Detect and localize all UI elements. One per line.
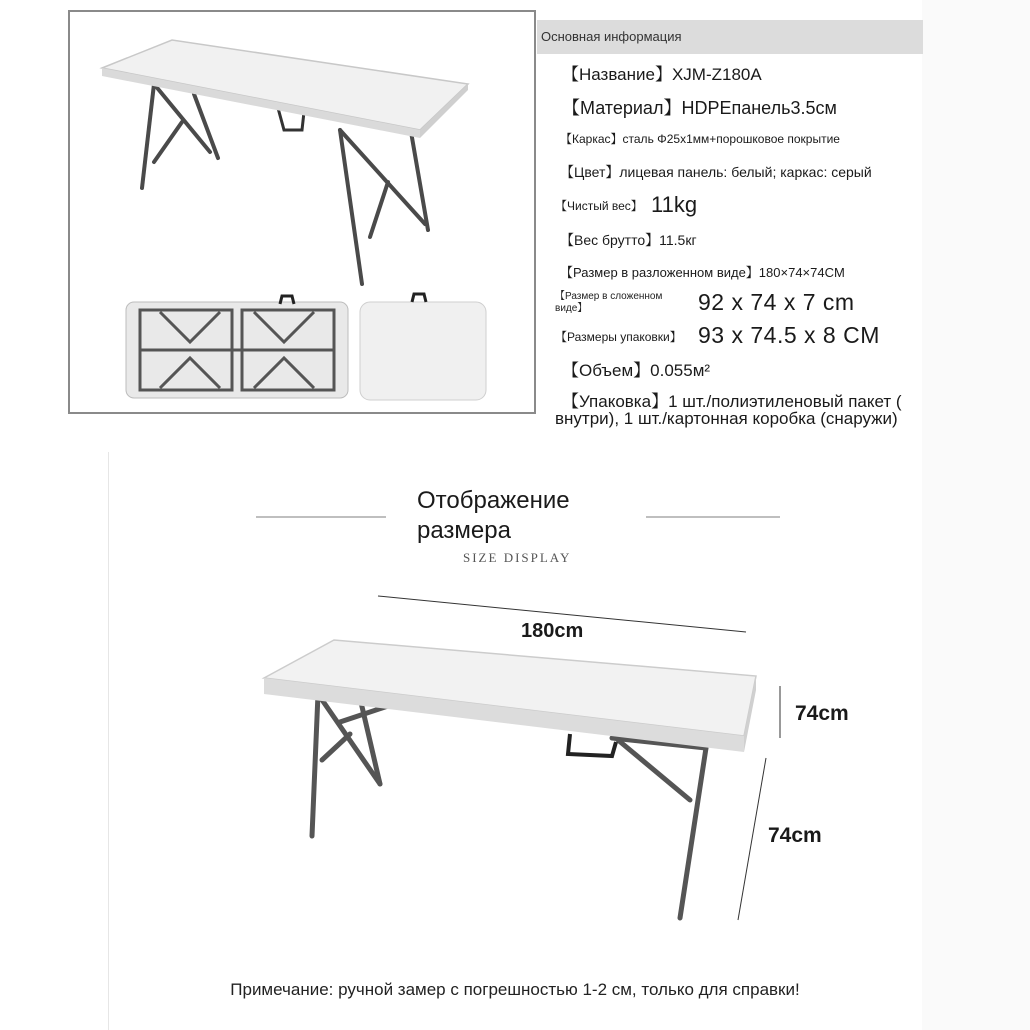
size-display-title-line-2: размера [417,517,511,544]
width-label: 74cm [768,824,822,847]
spec-package-value: 93 x 74.5 x 8 CM [698,322,880,348]
spec-color: 【Цвет】лицевая панель: белый; каркас: серый [560,164,872,180]
carry-handle [568,734,616,756]
spec-net-weight-value: 11kg [651,192,698,217]
height-label: 74cm [795,702,849,725]
spec-frame: 【Каркас】сталь Φ25x1мм+порошковое покрытие [560,132,840,146]
size-display-subtitle: SIZE DISPLAY [463,550,572,565]
size-display-title-line-1: Отображение [417,487,570,514]
spec-volume: 【Объем】0.055м² [562,361,711,380]
spec-folded-label-1: 【Размер в сложенном [555,291,663,302]
spec-material: 【Материал】HDPEпанель3.5см [562,98,837,118]
measurement-note: Примечание: ручной замер с погрешностью 1-2 см, только для справки! [230,980,800,999]
length-label: 180cm [521,620,584,642]
spec-package-label: 【Размеры упаковки】 [555,330,682,344]
info-header: Основная информация [537,20,923,54]
spec-folded-label-2: виде】 [555,303,588,314]
spec-packing-line-2: внутри), 1 шт./картонная коробка (снаружи) [555,409,898,428]
spec-name: 【Название】XJM-Z180A [562,65,762,84]
spec-folded-value: 92 x 74 x 7 cm [698,289,855,315]
spec-net-weight-label: 【Чистый вес】 [555,199,643,213]
spec-gross-weight: 【Вес брутто】11.5кг [560,232,697,248]
spec-packing-line-1: 【Упаковка】1 шт./полиэтиленовый пакет ( [562,392,902,411]
spec-unfolded-size: 【Размер в разложенном виде】180×74×74CM [560,265,845,280]
width-dimension-line [738,758,766,920]
